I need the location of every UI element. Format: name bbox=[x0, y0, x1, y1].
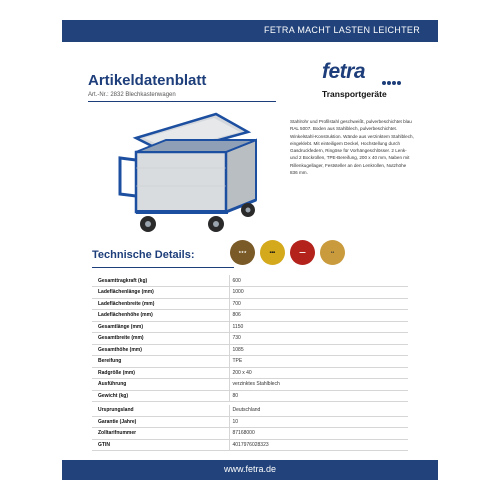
article-number: Art.-Nr.: 2832 Blechkastenwagen bbox=[88, 92, 176, 98]
spec-row bbox=[92, 356, 408, 368]
spec-label: Gesamtlänge (mm) bbox=[92, 321, 229, 333]
spec-label: Ladeflächenbreite (mm) bbox=[92, 298, 229, 310]
logo-dots-icon bbox=[382, 72, 402, 90]
spec-label: Ausführung bbox=[92, 379, 229, 391]
spec-value: 200 x 40 bbox=[229, 367, 408, 379]
quality-seal-icon: ★★★ bbox=[230, 240, 255, 265]
spec-row bbox=[92, 321, 408, 333]
spec-value: 80 bbox=[229, 390, 408, 402]
spec-row bbox=[92, 367, 408, 379]
spec-label: Gewicht (kg) bbox=[92, 390, 229, 402]
spec-row bbox=[92, 275, 408, 287]
origin-row bbox=[92, 405, 408, 417]
spec-row bbox=[92, 310, 408, 322]
origin-label: Garantie (Jahre) bbox=[92, 416, 229, 428]
spec-table bbox=[92, 275, 408, 451]
spec-row bbox=[92, 287, 408, 299]
website-link[interactable]: www.fetra.de bbox=[223, 464, 277, 474]
spec-label: Gesamthöhe (mm) bbox=[92, 344, 229, 356]
spec-label: Gesamttragkraft (kg) bbox=[92, 275, 229, 287]
spec-row bbox=[92, 333, 408, 345]
spec-row bbox=[92, 344, 408, 356]
rix-seal-icon: ●● bbox=[320, 240, 345, 265]
spec-row bbox=[92, 379, 408, 391]
spec-row bbox=[92, 298, 408, 310]
spec-value: 730 bbox=[229, 333, 408, 345]
origin-value: 10 bbox=[229, 416, 408, 428]
origin-value: Deutschland bbox=[229, 405, 408, 417]
slogan: FETRA MACHT LASTEN LEICHTER bbox=[264, 25, 420, 35]
document-title: Artikeldatenblatt bbox=[88, 72, 207, 89]
origin-label: Zolltarifnummer bbox=[92, 428, 229, 440]
totalstop-seal-icon: ▬▬ bbox=[290, 240, 315, 265]
origin-value: 4017976028323 bbox=[229, 439, 408, 451]
spec-label: Bereifung bbox=[92, 356, 229, 368]
spec-value: 1150 bbox=[229, 321, 408, 333]
spec-value: 1000 bbox=[229, 287, 408, 299]
spec-label: Ladeflächenhöhe (mm) bbox=[92, 310, 229, 322]
logo-subtitle: Transportgeräte bbox=[322, 89, 387, 99]
origin-row bbox=[92, 416, 408, 428]
technical-details-divider bbox=[92, 267, 234, 268]
datasheet-page bbox=[62, 0, 438, 500]
product-image bbox=[98, 108, 270, 236]
spec-row bbox=[92, 390, 408, 402]
spec-label: Radgröße (mm) bbox=[92, 367, 229, 379]
fetra-logo bbox=[322, 60, 412, 100]
spec-value: 700 bbox=[229, 298, 408, 310]
spec-value: 600 bbox=[229, 275, 408, 287]
spec-value: verzinktes Stahlblech bbox=[229, 379, 408, 391]
spec-label: Ladeflächenlänge (mm) bbox=[92, 287, 229, 299]
spec-value: 806 bbox=[229, 310, 408, 322]
spec-value: 1085 bbox=[229, 344, 408, 356]
origin-row bbox=[92, 428, 408, 440]
title-divider bbox=[88, 101, 276, 102]
origin-label: GTIN bbox=[92, 439, 229, 451]
spec-value: TPE bbox=[229, 356, 408, 368]
origin-label: Ursprungsland bbox=[92, 405, 229, 417]
spec-label: Gesamtbreite (mm) bbox=[92, 333, 229, 345]
top-banner bbox=[62, 20, 438, 42]
technical-details-heading: Technische Details: bbox=[92, 249, 195, 261]
product-description: Stahlrohr und Profilstahl geschweißt, pulverbeschichtet blau RAL 5007. Boden aus Stahlblech, pulverbeschichtet. Winkelstahl-Konstruktion. Wände aus verzinktem Stahlblech, eingeklebt. Mit einteiligem Deckel, Hochstellung durch Gasdruckfedern, Ringöse für Vorhängeschlösser. 2 Lenk- und 2 Bockrollen, TPE-Bereifung, 200 x 40 mm, Naben mit Rillenkugellager, Feststeller an den Lenkrollen, Nutzhöhe 836 mm. bbox=[290, 119, 414, 176]
bottom-banner bbox=[62, 460, 438, 480]
logo-wordmark: fetra bbox=[322, 60, 366, 83]
origin-row bbox=[92, 439, 408, 451]
origin-value: 87168000 bbox=[229, 428, 408, 440]
german-quality-seal-icon: ■■■ bbox=[260, 240, 285, 265]
